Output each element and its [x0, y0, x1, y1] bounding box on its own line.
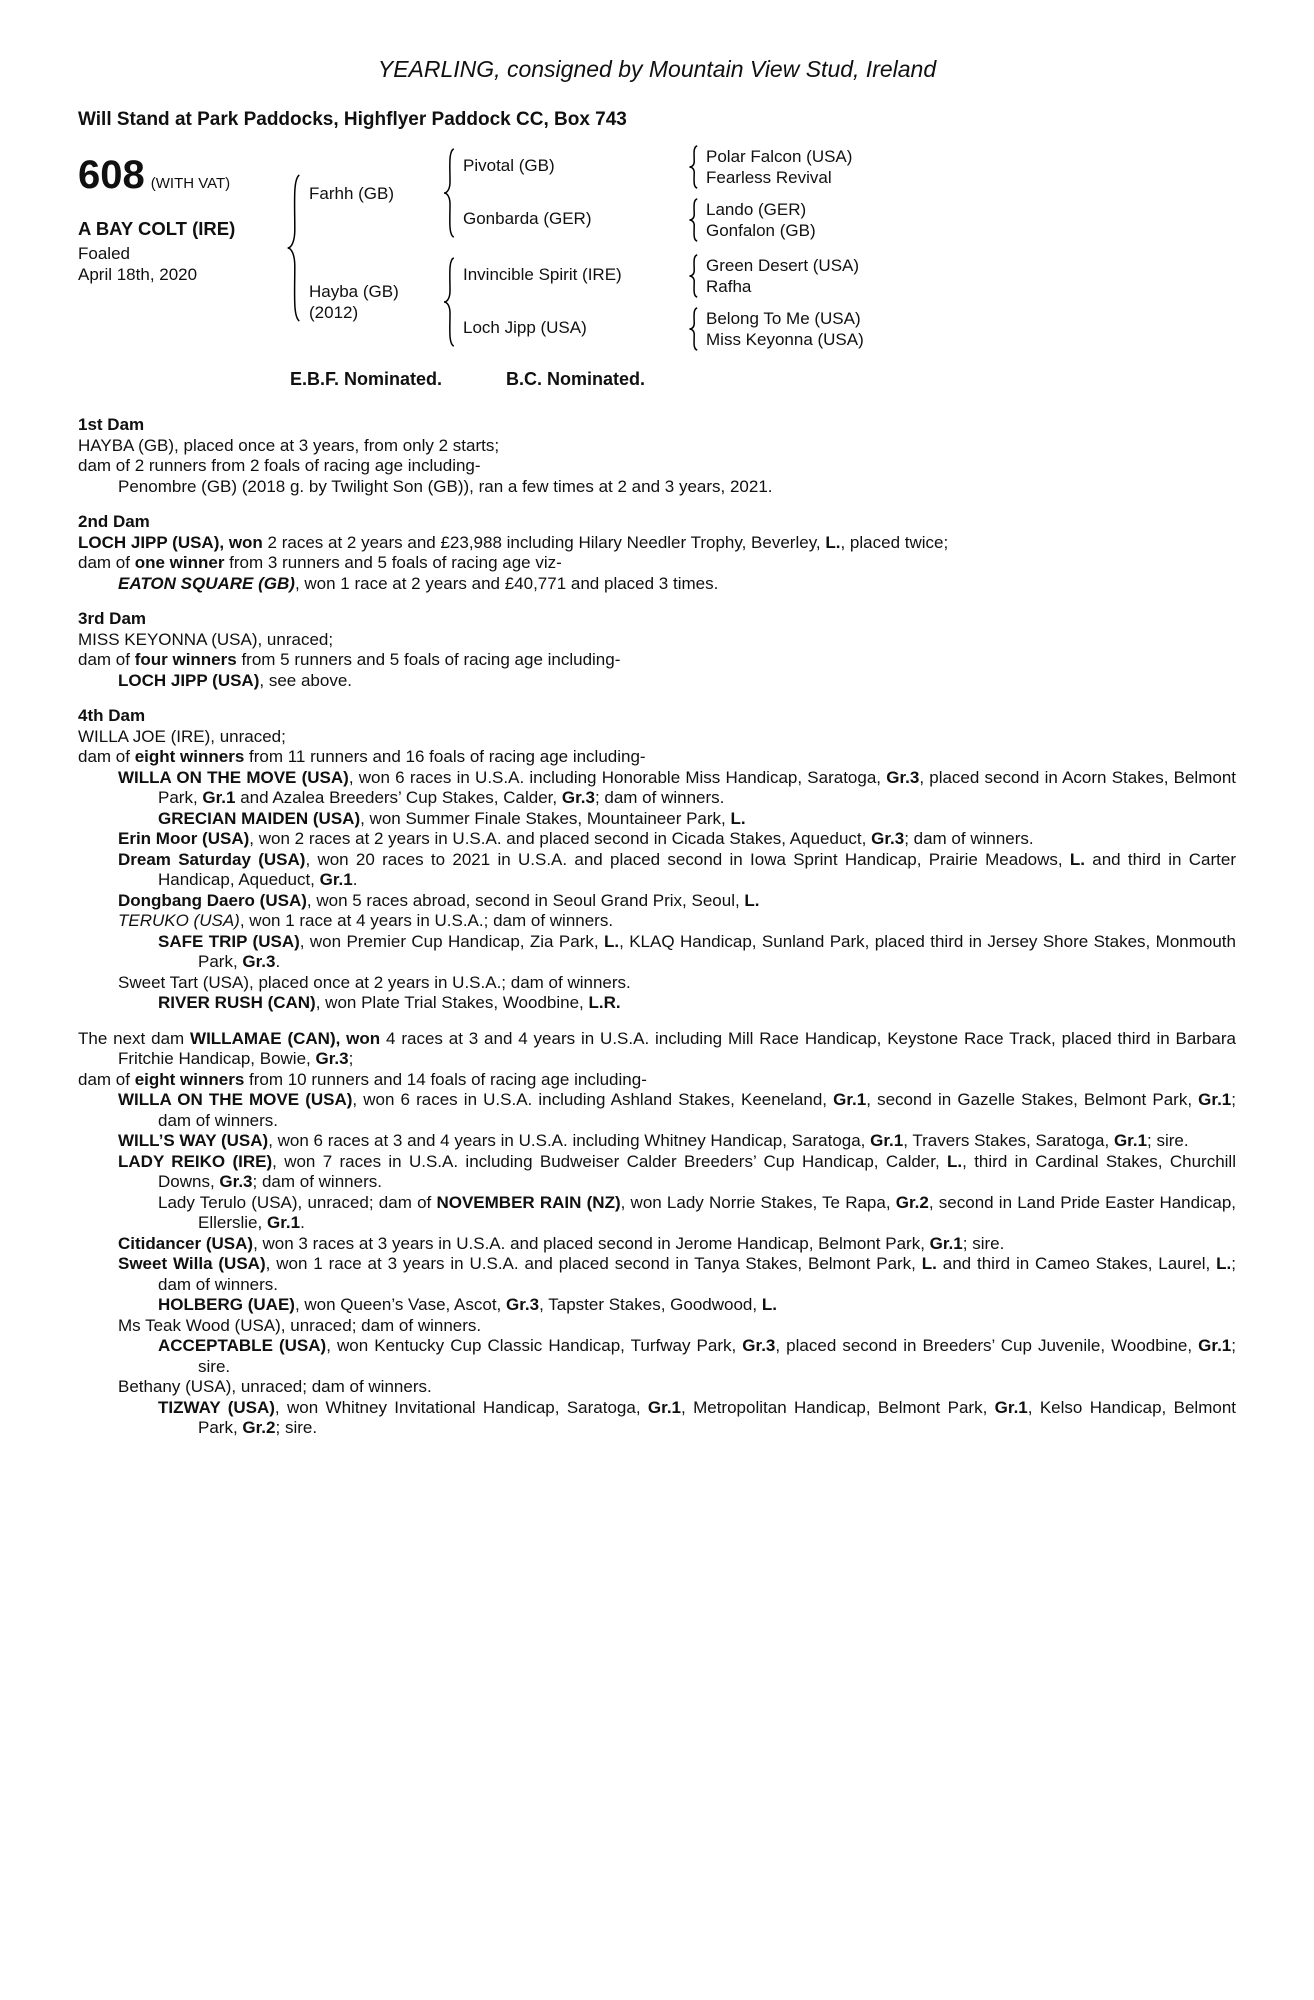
text-segment: Penombre (GB) (2018 g. by Twilight Son (GB)), ran a few times at 2 and 3 years, 2021.	[118, 476, 773, 496]
dam-section	[78, 706, 1236, 1014]
text-segment: , won 1 race at 2 years and £40,771 and placed 3 times.	[294, 573, 719, 593]
pedigree-paragraph	[78, 727, 1236, 748]
text-segment: L.	[744, 890, 760, 910]
text-segment: , third in Cardinal Stakes, Churchill Downs,	[158, 1151, 1236, 1191]
text-segment: , won 6 races in U.S.A. including Honorable Miss Handicap, Saratoga,	[348, 767, 887, 787]
pedigree-paragraph	[78, 477, 1236, 498]
text-segment: , Metropolitan Handicap, Belmont Park,	[681, 1397, 995, 1417]
text-segment: L.	[825, 532, 841, 552]
brace-icon	[687, 307, 699, 351]
great-grandparent-name: Gonfalon (GB)	[706, 220, 816, 240]
great-grandparent-name: Polar Falcon (USA)	[706, 146, 853, 166]
text-segment: , won Kentucky Cup Classic Handicap, Turfway Park,	[326, 1336, 743, 1355]
text-segment: SAFE TRIP (USA)	[158, 931, 300, 951]
pedigree-tree	[284, 145, 864, 351]
text-segment: Gr.2	[242, 1418, 276, 1437]
text-segment: , won 1 race at 3 years in U.S.A. and placed second in Tanya Stakes, Belmont Park,	[265, 1254, 922, 1273]
foaled-date: April 18th, 2020	[78, 265, 198, 284]
brace-icon	[687, 198, 699, 242]
text-segment: L.	[921, 1254, 937, 1273]
pedigree-paragraph	[78, 911, 1236, 932]
text-segment: , won 1 race at 4 years in U.S.A.; dam of winners.	[239, 911, 614, 930]
text-segment: , won Queen’s Vase, Ascot,	[294, 1295, 507, 1314]
pedigree-paragraph	[78, 829, 1236, 850]
text-segment: , won Plate Trial Stakes, Woodbine,	[315, 993, 589, 1012]
dam-section	[78, 415, 1236, 497]
text-segment: and third in Cameo Stakes, Laurel,	[936, 1254, 1217, 1273]
text-segment: , won Premier Cup Handicap, Zia Park,	[299, 931, 604, 951]
text-segment: ; sire.	[1147, 1131, 1189, 1150]
text-segment: ; dam of winners.	[594, 788, 725, 807]
text-segment: Ms Teak Wood (USA), unraced; dam of winners.	[118, 1315, 482, 1335]
lot-number: 608	[78, 152, 145, 197]
text-segment: four winners	[134, 650, 237, 669]
pedigree-paragraph	[78, 553, 1236, 574]
text-segment: , won Summer Finale Stakes, Mountaineer Park,	[360, 808, 731, 828]
text-segment: TIZWAY (USA)	[158, 1397, 275, 1417]
text-segment: and third in Carter Handicap, Aqueduct,	[158, 849, 1237, 889]
text-segment: , won 5 races abroad, second in Seoul Grand Prix, Seoul,	[306, 890, 745, 910]
text-segment: ; sire.	[275, 1418, 318, 1437]
sire-granddam-branch	[463, 198, 852, 242]
lot-info	[78, 145, 284, 286]
dam-name-text: Hayba (GB)	[309, 282, 399, 301]
sire-granddam-name: Gonbarda (GER)	[463, 209, 592, 229]
text-segment: eight winners	[134, 747, 245, 766]
text-segment: HAYBA (GB), placed once at 3 years, from only 2 starts;	[78, 435, 500, 455]
pedigree-paragraph	[78, 1295, 1236, 1316]
text-segment: , placed twice;	[840, 532, 949, 552]
pedigree-paragraph	[78, 574, 1236, 595]
text-segment: MISS KEYONNA (USA), unraced;	[78, 629, 334, 649]
text-segment: NOVEMBER RAIN (NZ)	[436, 1192, 621, 1212]
text-segment: LOCH JIPP (USA), won	[78, 532, 263, 552]
pedigree-paragraph	[78, 973, 1236, 994]
text-segment: from 3 runners and 5 foals of racing age viz-	[224, 553, 562, 572]
pedigree-paragraph	[78, 768, 1236, 809]
pedigree-paragraph	[78, 456, 1236, 477]
text-segment: ACCEPTABLE (USA)	[158, 1336, 327, 1355]
text-segment: , KLAQ Handicap, Sunland Park, placed third in Jersey Shore Stakes, Monmouth Park,	[198, 931, 1236, 971]
text-segment: HOLBERG (UAE)	[158, 1295, 295, 1314]
text-segment: .	[275, 952, 281, 971]
text-segment: WILLA JOE (IRE), unraced;	[78, 726, 286, 746]
text-segment: , won 6 races in U.S.A. including Ashland Stakes, Keeneland,	[352, 1090, 834, 1109]
text-segment: , won 7 races in U.S.A. including Budweiser Calder Breeders’ Cup Handicap, Calder,	[272, 1151, 948, 1171]
text-segment: The next dam	[78, 1028, 191, 1048]
great-grandparent-name: Belong To Me (USA)	[706, 308, 861, 328]
pedigree-paragraph	[78, 1377, 1236, 1398]
text-segment: TERUKO (USA)	[118, 911, 240, 930]
text-segment: , see above.	[259, 670, 352, 690]
text-segment: dam of	[78, 650, 135, 669]
pedigree-paragraph	[78, 1234, 1236, 1255]
pedigree-paragraph	[78, 850, 1236, 891]
text-segment: , Tapster Stakes, Goodwood,	[539, 1295, 762, 1314]
section-heading: 3rd Dam	[78, 609, 147, 628]
text-segment: WILLA ON THE MOVE (USA)	[118, 767, 349, 787]
text-segment: Gr.1	[833, 1090, 867, 1109]
damsire-name: Invincible Spirit (IRE)	[463, 265, 622, 285]
great-grandparent-name: Fearless Revival	[706, 167, 832, 187]
text-segment: one winner	[134, 553, 225, 572]
text-segment: Erin Moor (USA)	[118, 829, 250, 848]
text-segment: Dongbang Daero (USA)	[118, 890, 307, 910]
text-segment: L.	[1069, 849, 1085, 869]
pedigree-block	[78, 145, 1236, 351]
text-segment: dam of	[78, 1069, 135, 1089]
text-segment: Dream Saturday (USA)	[118, 849, 306, 869]
dam-branch	[309, 254, 864, 351]
text-segment: .	[300, 1213, 305, 1232]
pedigree-paragraph	[78, 1254, 1236, 1295]
text-segment: Gr.3	[315, 1049, 349, 1068]
text-segment: .	[352, 870, 358, 889]
damsire-branch	[463, 254, 864, 298]
brace-icon	[441, 147, 456, 239]
dam-section	[78, 512, 1236, 594]
lot-number-line	[78, 152, 284, 197]
page-title: YEARLING, consigned by Mountain View Stud, Ireland	[377, 56, 937, 82]
text-segment: LADY REIKO (IRE)	[118, 1151, 273, 1171]
pedigree-paragraph	[78, 809, 1236, 830]
dam-sections	[78, 415, 1236, 1439]
text-segment: EATON SQUARE (GB)	[118, 573, 295, 593]
text-segment: eight winners	[134, 1069, 245, 1089]
great-grandparent-name: Green Desert (USA)	[706, 255, 860, 275]
brace-icon	[284, 172, 302, 324]
stand-location-line: Will Stand at Park Paddocks, Highflyer Paddock CC, Box 743	[78, 109, 627, 130]
grandsire-name: Pivotal (GB)	[463, 156, 555, 176]
text-segment: Gr.1	[202, 788, 236, 807]
text-segment: Gr.3	[871, 829, 905, 848]
dam-name	[309, 281, 441, 323]
pedigree-paragraph	[78, 630, 1236, 651]
text-segment: ;	[348, 1049, 354, 1068]
text-segment: Lady Terulo (USA), unraced; dam of	[158, 1192, 437, 1212]
text-segment: dam of	[78, 553, 135, 572]
pedigree-paragraph	[78, 650, 1236, 671]
text-segment: , Travers Stakes, Saratoga,	[903, 1131, 1114, 1150]
pedigree-paragraph	[78, 1131, 1236, 1152]
pedigree-paragraph	[78, 1090, 1236, 1131]
text-segment: Gr.1	[266, 1213, 301, 1232]
grandsire-branch	[463, 145, 852, 189]
text-segment: , second in Gazelle Stakes, Belmont Park,	[866, 1090, 1199, 1109]
great-grandparent-name: Miss Keyonna (USA)	[706, 329, 864, 349]
foaled-label: Foaled	[78, 244, 130, 263]
text-segment: WILLAMAE (CAN), won	[190, 1028, 381, 1048]
colt-description: A BAY COLT (IRE)	[78, 217, 236, 239]
text-segment: , won 20 races to 2021 in U.S.A. and placed second in Iowa Sprint Handicap, Prairie Meadows,	[305, 849, 1070, 869]
text-segment: L.	[947, 1151, 963, 1171]
pedigree-paragraph	[78, 533, 1236, 554]
text-segment: and Azalea Breeders’ Cup Stakes, Calder,	[235, 788, 562, 807]
text-segment: Gr.3	[742, 1336, 776, 1355]
text-segment: ; dam of winners.	[158, 1254, 1236, 1294]
text-segment: WILLA ON THE MOVE (USA)	[118, 1090, 353, 1109]
brace-icon	[441, 256, 456, 348]
text-segment: WILL’S WAY (USA)	[118, 1131, 269, 1150]
pedigree-parents-column	[309, 145, 864, 351]
text-segment: Gr.1	[1113, 1131, 1148, 1150]
pedigree-paragraph	[78, 1152, 1236, 1193]
text-segment: ; dam of winners.	[904, 829, 1034, 848]
text-segment: from 5 runners and 5 foals of racing age including-	[236, 650, 621, 669]
text-segment: , placed second in Acorn Stakes, Belmont Park,	[158, 767, 1236, 807]
text-segment: , won Whitney Invitational Handicap, Saratoga,	[274, 1397, 648, 1417]
nominations-line	[290, 369, 1236, 390]
text-segment: dam of 2 runners from 2 foals of racing age including-	[78, 456, 481, 475]
sire-branch	[309, 145, 864, 242]
text-segment: L.	[730, 808, 746, 828]
pedigree-paragraph	[78, 1316, 1236, 1337]
dam-section	[78, 1029, 1236, 1439]
text-segment: Gr.2	[895, 1192, 929, 1212]
text-segment: Gr.1	[929, 1233, 963, 1253]
text-segment: GRECIAN MAIDEN (USA)	[158, 808, 361, 828]
text-segment: , second in Land Pride Easter Handicap, Ellerslie,	[198, 1192, 1236, 1232]
text-segment: dam of	[78, 747, 135, 766]
brace-icon	[687, 254, 699, 298]
text-segment: Gr.3	[886, 767, 920, 787]
text-segment: ; sire.	[962, 1233, 1005, 1253]
text-segment: L.R.	[588, 993, 621, 1012]
text-segment: Sweet Willa (USA)	[118, 1254, 266, 1273]
sire-name: Farhh (GB)	[309, 183, 395, 203]
text-segment: , won 3 races at 3 years in U.S.A. and placed second in Jerome Handicap, Belmont Park,	[253, 1233, 930, 1253]
text-segment: L.	[1216, 1254, 1232, 1273]
text-segment: Gr.3	[506, 1295, 540, 1314]
granddam-branch	[463, 307, 864, 351]
pedigree-paragraph	[78, 1029, 1236, 1070]
text-segment: Gr.1	[319, 870, 353, 889]
pedigree-paragraph	[78, 1193, 1236, 1234]
text-segment: Gr.1	[647, 1397, 682, 1417]
bc-nominated-label: B.C. Nominated.	[506, 368, 646, 389]
section-heading: 4th Dam	[78, 706, 146, 725]
text-segment: 2 races at 2 years and £23,988 including Hilary Needler Trophy, Beverley,	[262, 532, 826, 552]
dam-section	[78, 609, 1236, 691]
text-segment: Gr.3	[242, 952, 276, 971]
text-segment: from 11 runners and 16 foals of racing age including-	[244, 747, 646, 766]
text-segment: Gr.1	[1198, 1336, 1232, 1355]
text-segment: L.	[761, 1295, 777, 1314]
text-segment: Gr.1	[1198, 1090, 1232, 1109]
pedigree-paragraph	[78, 747, 1236, 768]
text-segment: Sweet Tart (USA), placed once at 2 years in U.S.A.; dam of winners.	[118, 972, 631, 992]
text-segment: , won Lady Norrie Stakes, Te Rapa,	[620, 1192, 896, 1212]
great-grandparent-name: Rafha	[706, 276, 752, 296]
pedigree-paragraph	[78, 1070, 1236, 1091]
text-segment: ; sire.	[198, 1336, 1236, 1376]
brace-icon	[687, 145, 699, 189]
text-segment: ; dam of winners.	[158, 1090, 1236, 1130]
pedigree-paragraph	[78, 932, 1236, 973]
text-segment: , Kelso Handicap, Belmont Park,	[198, 1397, 1236, 1437]
text-segment: RIVER RUSH (CAN)	[158, 993, 316, 1012]
text-segment: Gr.1	[994, 1397, 1028, 1417]
text-segment: Gr.3	[561, 788, 595, 807]
text-segment: ; dam of winners.	[252, 1172, 382, 1191]
pedigree-paragraph	[78, 1336, 1236, 1377]
pedigree-paragraph	[78, 1398, 1236, 1439]
text-segment: , won 2 races at 2 years in U.S.A. and placed second in Cicada Stakes, Aqueduct,	[249, 829, 872, 848]
text-segment: LOCH JIPP (USA)	[118, 670, 260, 690]
text-segment: Gr.3	[219, 1172, 253, 1191]
ebf-nominated-label: E.B.F. Nominated.	[290, 368, 443, 389]
pedigree-paragraph	[78, 671, 1236, 692]
text-segment: from 10 runners and 14 foals of racing age including-	[244, 1069, 647, 1089]
section-heading: 2nd Dam	[78, 512, 150, 531]
granddam-name: Loch Jipp (USA)	[463, 318, 587, 338]
pedigree-paragraph	[78, 891, 1236, 912]
lot-vat-note: (WITH VAT)	[150, 174, 231, 192]
text-segment: Bethany (USA), unraced; dam of winners.	[118, 1377, 432, 1396]
text-segment: Gr.1	[870, 1131, 904, 1150]
text-segment: , placed second in Breeders’ Cup Juvenile, Woodbine,	[775, 1336, 1199, 1355]
text-segment: 4 races at 3 and 4 years in U.S.A. including Mill Race Handicap, Keystone Race Track, placed third in Barbara Fritchie Handicap, Bowie,	[118, 1028, 1236, 1068]
section-heading: 1st Dam	[78, 415, 145, 434]
great-grandparent-name: Lando (GER)	[706, 199, 807, 219]
text-segment: , won 6 races at 3 and 4 years in U.S.A. including Whitney Handicap, Saratoga,	[268, 1131, 871, 1150]
text-segment: L.	[603, 931, 620, 951]
text-segment: Citidancer (USA)	[118, 1233, 254, 1253]
pedigree-paragraph	[78, 993, 1236, 1014]
dam-year: (2012)	[309, 303, 359, 322]
pedigree-paragraph	[78, 436, 1236, 457]
